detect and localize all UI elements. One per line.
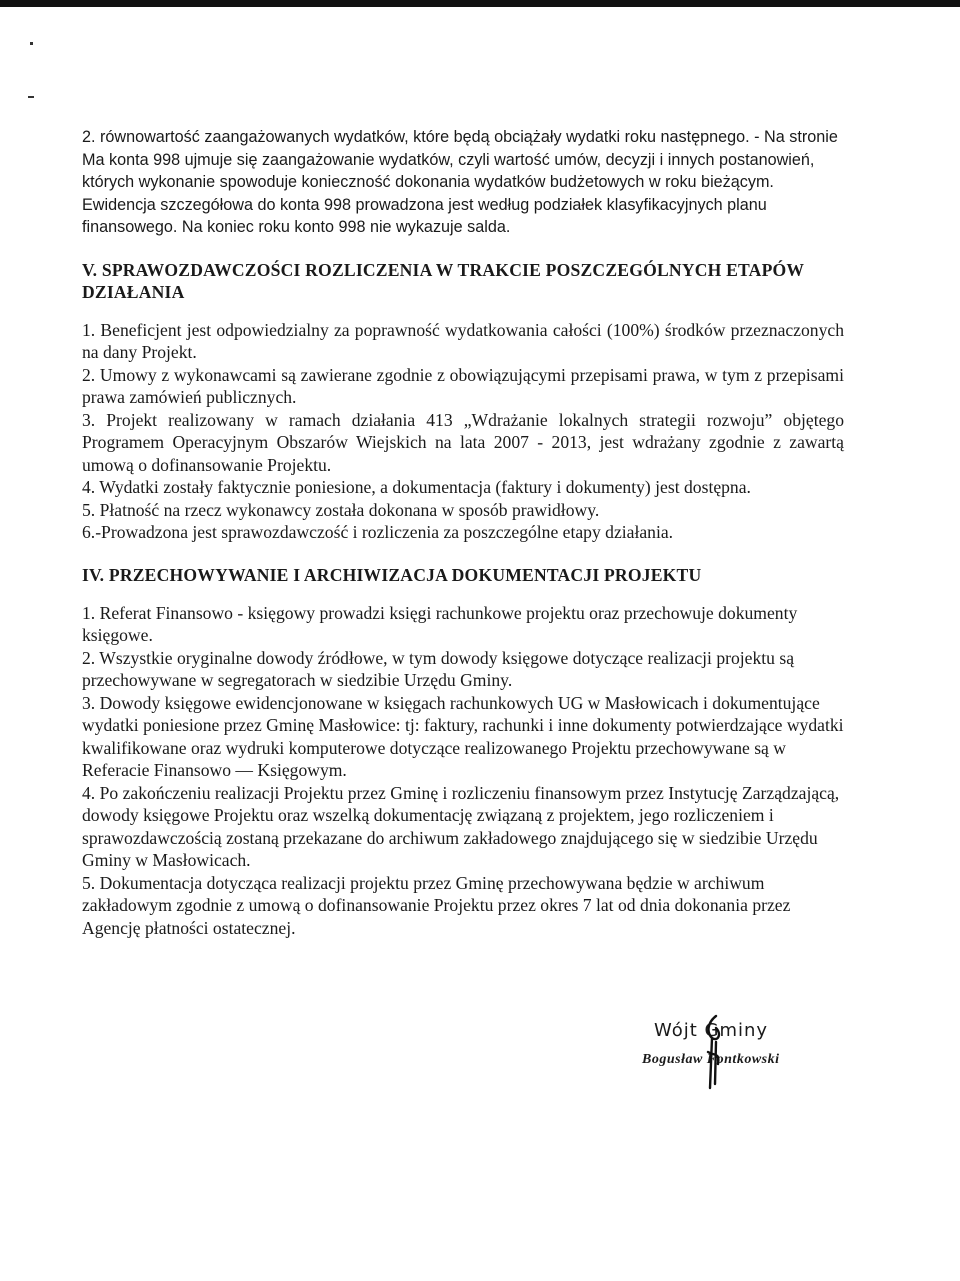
section-iv-item-4: 4. Po zakończeniu realizacji Projektu przez Gminę i rozliczeniu finansowym przez Instytucję Zarządzającą, dowody księgowe Projektu oraz wszelką dokumentację związaną z projektem, jego rozliczeniem i sprawozdawczością zostaną przekazane do archiwum zakładowego znajdującego się w siedzibie Urzędu Gminy w Masłowicach. <box>82 782 840 870</box>
signature-stamp <box>640 1012 820 1112</box>
section-v-item-3: 3. Projekt realizowany w ramach działania 413 „Wdrażanie lokalnych strategii rozwoju” objętego Programem Operacyjnym Obszarów Wiejskich na lata 2007 - 2013, jest wdrażany zgodnie z zawartą umową o dofinansowanie Projektu. <box>82 409 844 475</box>
section-iv-heading: IV. PRZECHOWYWANIE I ARCHIWIZACJA DOKUMENTACJI PROJEKTU <box>82 564 702 585</box>
section-v-heading: V. SPRAWOZDAWCZOŚCI ROZLICZENIA W TRAKCIE POSZCZEGÓLNYCH ETAPÓW DZIAŁANIA <box>82 259 804 302</box>
scan-speck <box>30 42 33 45</box>
section-iv-item-3: 3. Dowody księgowe ewidencjonowane w księgach rachunkowych UG w Masłowicach i dokumentujące wydatki poniesione przez Gminę Masłowice: tj: faktury, rachunki i inne dokumenty potwierdzające wydatki kwalifikowane oraz wydruki komputerowe dotyczące realizowanego Projektu przechowywane są w Referacie Finansowo — Księgowym. <box>82 692 844 780</box>
section-v-item-5: 5. Płatność na rzecz wykonawcy została dokonana w sposób prawidłowy. <box>82 499 600 520</box>
section-v-item-6: 6.-Prowadzona jest sprawozdawczość i rozliczenia za poszczególne etapy działania. <box>82 522 674 542</box>
stamp-title: Wójt Gminy <box>654 1020 769 1041</box>
document-body <box>82 126 844 939</box>
page-top-border <box>0 0 960 7</box>
section-v-item-4: 4. Wydatki zostały faktycznie poniesione, a dokumentacja (faktury i dokumenty) jest dostępna. <box>82 477 751 497</box>
handwritten-signature-icon <box>694 1012 734 1092</box>
intro-paragraph-2: Ewidencja szczegółowa do konta 998 prowadzona jest według podziałek klasyfikacyjnych planu finansowego. Na koniec roku konto 998 nie wykazuje salda. <box>82 195 767 236</box>
scan-speck <box>28 96 34 98</box>
section-iv-item-5: 5. Dokumentacja dotycząca realizacji projektu przez Gminę przechowywana będzie w archiwum zakładowym zgodnie z umową o dofinansowanie Projektu przez okres 7 lat od dnia dokonania przez Agencję płatności ostatecznej. <box>82 872 791 938</box>
stamp-name: Bogusław Fontkowski <box>642 1052 780 1067</box>
intro-paragraph-1: 2. równowartość zaangażowanych wydatków, które będą obciążały wydatki roku następnego. - Na stronie Ma konta 998 ujmuje się zaangażowanie wydatków, czyli wartość umów, decyzji i innych postanowień, których wykonanie spowoduje konieczność dokonania wydatków budżetowych w roku bieżącym. <box>82 128 838 191</box>
section-v-item-1: 1. Beneficjent jest odpowiedzialny za poprawność wydatkowania całości (100%) środków przeznaczonych na dany Projekt. <box>82 319 844 362</box>
section-v-item-2: 2. Umowy z wykonawcami są zawierane zgodnie z obowiązującymi przepisami prawa, w tym z przepisami prawa zamówień publicznych. <box>82 364 844 407</box>
section-iv-item-2: 2. Wszystkie oryginalne dowody źródłowe, w tym dowody księgowe dotyczące realizacji projektu są przechowywane w segregatorach w siedzibie Urzędu Gminy. <box>82 647 795 690</box>
section-iv-item-1: 1. Referat Finansowo - księgowy prowadzi księgi rachunkowe projektu oraz przechowuje dokumenty księgowe. <box>82 602 798 645</box>
